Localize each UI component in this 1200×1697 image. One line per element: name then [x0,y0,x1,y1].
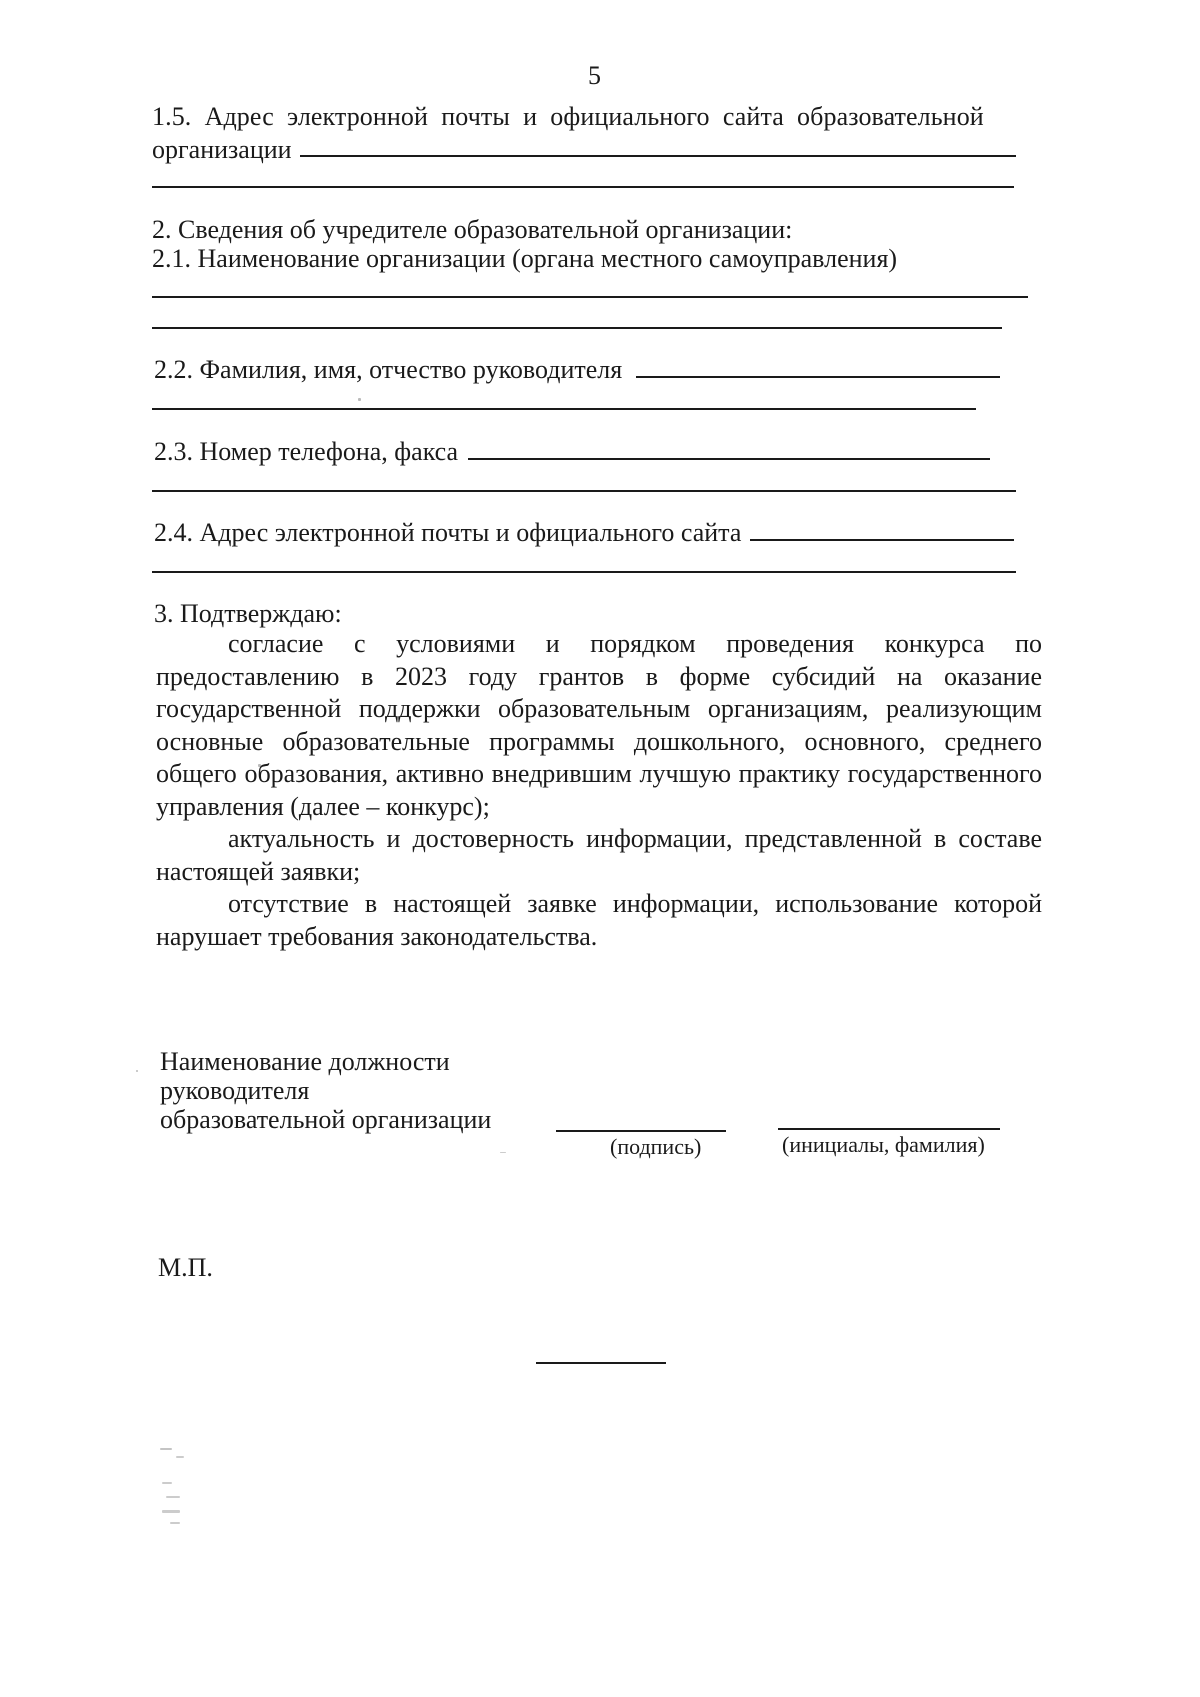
fill-line-2-3a [468,458,990,460]
fill-line-2-3b [152,490,1016,492]
item-2-3-label: 2.3. Номер телефона, факса [154,437,459,466]
section-3-body [156,628,1042,953]
scan-speck [136,1070,138,1072]
legality-paragraph: отсутствие в настоящей заявке информации, использование которой нарушает требования законодательства. [156,889,1042,951]
fill-line-2-4a [750,539,1014,541]
scan-speck [170,1522,180,1524]
end-separator [536,1362,666,1364]
page-number: 5 [588,61,601,90]
position-title-line2: руководителя [160,1076,310,1105]
scan-speck [358,398,361,401]
fill-line-2-1a [152,296,1028,298]
consent-paragraph: согласие с условиями и порядком проведения конкурса по предоставлению в 2023 году грантов в форме субсидий на оказание государственной поддержки образовательным организациям, реализующим основные образовательные программы дошкольного, основного, среднего общего образования, активно внедрившим лучшую практику государственного управления (далее – конкурс); [156,629,1042,821]
scan-speck [160,1448,172,1450]
scan-speck [500,1152,506,1153]
scan-speck [162,1482,172,1484]
fill-line-1-5a [300,155,1016,157]
fill-line-2-2a [636,376,1000,378]
stamp-place-label: М.П. [158,1253,213,1282]
accuracy-paragraph: актуальность и достоверность информации, представленной в составе настоящей заявки; [156,824,1042,886]
item-2-1-label: 2.1. Наименование организации (органа местного самоуправления) [152,244,898,273]
item-2-2-label: 2.2. Фамилия, имя, отчество руководителя [154,355,623,384]
section-2-heading: 2. Сведения об учредителе образовательной организации: [152,215,793,244]
fill-line-2-2b [152,408,976,410]
item-2-4-label: 2.4. Адрес электронной почты и официального сайта [154,518,742,547]
fill-line-1-5b [152,186,1014,188]
name-caption: (инициалы, фамилия) [782,1132,985,1157]
position-title-line3: образовательной организации [160,1105,492,1134]
scan-speck [166,1496,180,1498]
scan-speck [258,764,261,767]
fill-line-2-1b [152,327,1002,329]
item-1-5-line2: организации [152,135,292,164]
scan-speck [176,1456,184,1458]
item-1-5-line1: 1.5. Адрес электронной почты и официального сайта образовательной [152,102,984,131]
scan-speck [162,1510,180,1513]
section-3-heading: 3. Подтверждаю: [154,599,342,628]
signature-caption: (подпись) [610,1134,702,1159]
position-title-line1: Наименование должности [160,1047,450,1076]
fill-line-2-4b [152,571,1016,573]
signature-line [556,1130,726,1132]
name-line [778,1128,1000,1130]
